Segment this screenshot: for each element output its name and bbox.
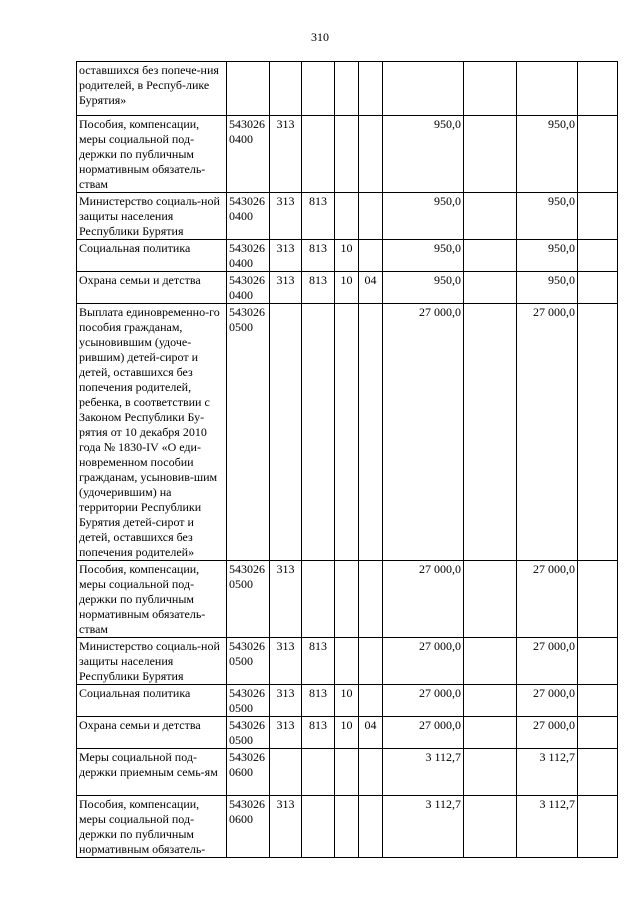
table-row [77,62,618,116]
target-code-cell [227,62,270,116]
empty-cell [464,796,517,858]
empty-cell [464,749,517,796]
empty-cell [578,193,618,240]
table-row [77,193,618,240]
empty-cell [578,62,618,116]
amount-total-cell [517,62,578,116]
row-name-cell: Пособия, компенсации, меры социальной под-держки по публичным нормативным обязатель-ствам [77,561,227,638]
row-name-cell: Социальная политика [77,240,227,272]
amount-cell: 27 000,0 [383,304,464,561]
table-row [77,796,618,858]
group-code-cell: 313 [270,717,302,749]
amount-total-cell: 27 000,0 [517,304,578,561]
group-code-cell [270,62,302,116]
target-code-cell: 543026 0500 [227,561,270,638]
table-row [77,749,618,796]
target-code-cell: 543026 0600 [227,796,270,858]
amount-cell: 950,0 [383,193,464,240]
empty-cell [464,638,517,685]
row-name-cell: Пособия, компенсации, меры социальной под-держки по публичным нормативным обязатель-ствам [77,116,227,193]
empty-cell [464,561,517,638]
amount-total-cell: 950,0 [517,240,578,272]
amount-cell: 27 000,0 [383,561,464,638]
empty-cell [464,116,517,193]
amount-cell: 950,0 [383,272,464,304]
amount-cell: 3 112,7 [383,749,464,796]
subsection-code-cell [359,685,383,717]
empty-cell [464,717,517,749]
target-code-cell: 543026 0400 [227,193,270,240]
row-name-cell: Социальная политика [77,685,227,717]
row-name-cell: Охрана семьи и детства [77,717,227,749]
subsection-code-cell [359,796,383,858]
target-code-cell: 543026 0400 [227,116,270,193]
table-row [77,116,618,193]
section-code-cell [335,561,359,638]
empty-cell [578,272,618,304]
ministry-code-cell [302,304,335,561]
amount-total-cell: 3 112,7 [517,749,578,796]
empty-cell [464,240,517,272]
ministry-code-cell: 813 [302,717,335,749]
section-code-cell: 10 [335,685,359,717]
empty-cell [578,685,618,717]
amount-total-cell: 950,0 [517,116,578,193]
section-code-cell [335,796,359,858]
table-row [77,272,618,304]
budget-table [76,61,618,858]
empty-cell [578,116,618,193]
ministry-code-cell: 813 [302,193,335,240]
row-name-cell: Пособия, компенсации, меры социальной под-держки по публичным нормативным обязатель- [77,796,227,858]
amount-cell: 3 112,7 [383,796,464,858]
ministry-code-cell: 813 [302,685,335,717]
row-name-cell: Министерство социаль-ной защиты населения Республики Бурятия [77,193,227,240]
empty-cell [578,638,618,685]
target-code-cell: 543026 0500 [227,638,270,685]
subsection-code-cell [359,240,383,272]
amount-total-cell: 27 000,0 [517,638,578,685]
empty-cell [578,240,618,272]
target-code-cell: 543026 0400 [227,240,270,272]
subsection-code-cell [359,561,383,638]
page-number: 310 [311,30,329,44]
empty-cell [464,272,517,304]
ministry-code-cell [302,796,335,858]
amount-cell: 950,0 [383,116,464,193]
ministry-code-cell [302,116,335,193]
group-code-cell: 313 [270,240,302,272]
group-code-cell [270,304,302,561]
empty-cell [578,304,618,561]
amount-total-cell: 3 112,7 [517,796,578,858]
target-code-cell: 543026 0500 [227,304,270,561]
table-body [77,62,618,858]
target-code-cell: 543026 0500 [227,685,270,717]
section-code-cell [335,116,359,193]
group-code-cell: 313 [270,193,302,240]
table-row [77,304,618,561]
ministry-code-cell: 813 [302,240,335,272]
amount-total-cell: 27 000,0 [517,561,578,638]
table-row [77,717,618,749]
row-name-cell: оставшихся без попече-ния родителей, в Респуб-лике Бурятия» [77,62,227,116]
subsection-code-cell [359,749,383,796]
section-code-cell [335,304,359,561]
empty-cell [464,304,517,561]
ministry-code-cell [302,561,335,638]
subsection-code-cell [359,638,383,685]
empty-cell [578,561,618,638]
amount-total-cell: 27 000,0 [517,717,578,749]
subsection-code-cell: 04 [359,717,383,749]
section-code-cell [335,749,359,796]
subsection-code-cell [359,62,383,116]
group-code-cell: 313 [270,116,302,193]
row-name-cell: Министерство социаль-ной защиты населения Республики Бурятия [77,638,227,685]
ministry-code-cell [302,749,335,796]
empty-cell [578,749,618,796]
amount-total-cell: 27 000,0 [517,685,578,717]
table-row [77,240,618,272]
group-code-cell: 313 [270,685,302,717]
empty-cell [464,685,517,717]
empty-cell [578,796,618,858]
amount-cell: 950,0 [383,240,464,272]
group-code-cell: 313 [270,272,302,304]
subsection-code-cell: 04 [359,272,383,304]
row-name-cell: Меры социальной под-держки приемным семь-ям [77,749,227,796]
empty-cell [578,717,618,749]
section-code-cell [335,62,359,116]
empty-cell [464,193,517,240]
group-code-cell: 313 [270,796,302,858]
target-code-cell: 543026 0600 [227,749,270,796]
subsection-code-cell [359,116,383,193]
amount-cell: 27 000,0 [383,717,464,749]
row-name-cell: Выплата единовременно-го пособия гражданам, усыновившим (удоче-рившим) детей-сирот и детей, оставшихся без попечения родителей, ребенка, в соответствии с Законом Республики Бу-рятия от 10 декабря 2010 года № 1830-IV «О еди-новременном пособии гражданам, усыновив-шим (удочерившим) на территории Республики Бурятия детей-сирот и детей, оставшихся без попечения родителей» [77,304,227,561]
empty-cell [464,62,517,116]
subsection-code-cell [359,304,383,561]
amount-cell: 27 000,0 [383,685,464,717]
group-code-cell: 313 [270,561,302,638]
amount-total-cell: 950,0 [517,193,578,240]
section-code-cell: 10 [335,240,359,272]
amount-cell: 27 000,0 [383,638,464,685]
row-name-cell: Охрана семьи и детства [77,272,227,304]
target-code-cell: 543026 0400 [227,272,270,304]
ministry-code-cell [302,62,335,116]
ministry-code-cell: 813 [302,272,335,304]
table-row [77,685,618,717]
amount-total-cell: 950,0 [517,272,578,304]
ministry-code-cell: 813 [302,638,335,685]
target-code-cell: 543026 0500 [227,717,270,749]
amount-cell [383,62,464,116]
group-code-cell [270,749,302,796]
group-code-cell: 313 [270,638,302,685]
table-row [77,638,618,685]
section-code-cell: 10 [335,717,359,749]
section-code-cell [335,193,359,240]
section-code-cell [335,638,359,685]
section-code-cell: 10 [335,272,359,304]
table-row [77,561,618,638]
subsection-code-cell [359,193,383,240]
